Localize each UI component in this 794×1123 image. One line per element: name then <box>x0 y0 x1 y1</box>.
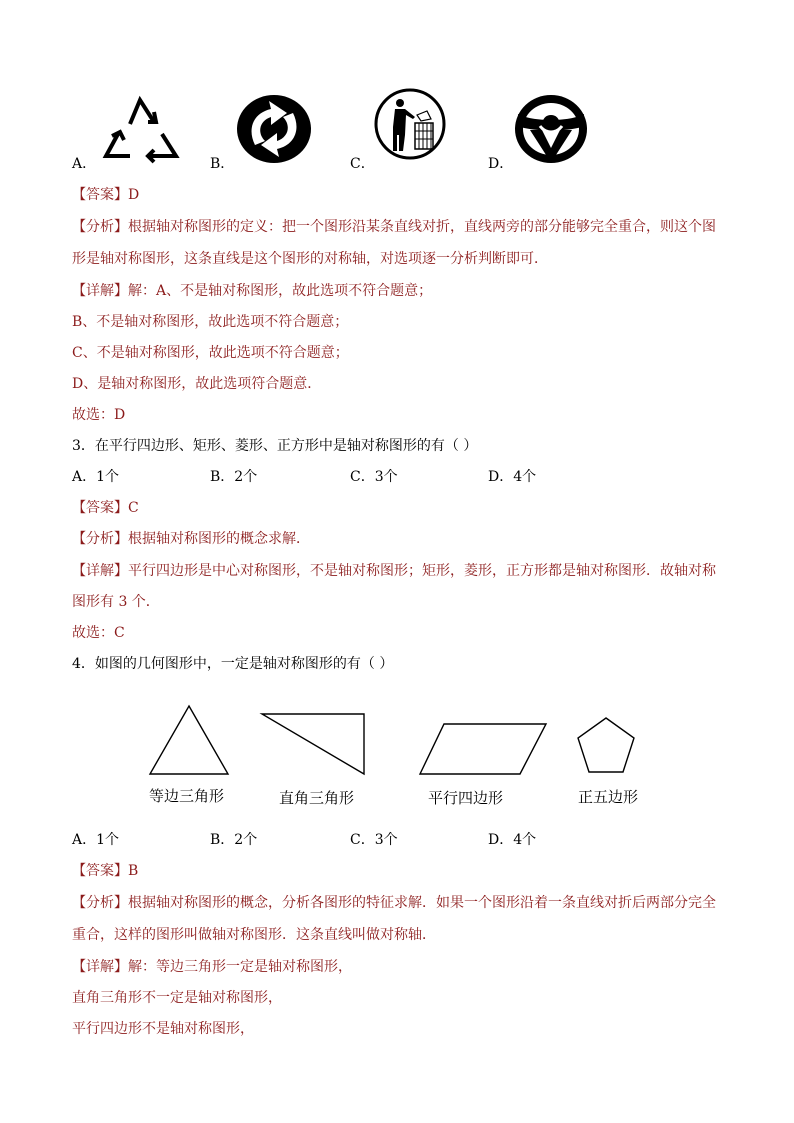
caption-parallelogram: 平行四边形 <box>428 789 504 807</box>
caption-right-triangle: 直角三角形 <box>279 789 355 807</box>
q3-stem: 3．在平行四边形、矩形、菱形、正方形中是轴对称图形的有（ ） <box>72 438 478 454</box>
answer-tag: 【答案】 <box>72 500 128 516</box>
caption-equilateral-triangle: 等边三角形 <box>149 787 225 805</box>
q4-answer <box>72 861 138 881</box>
green-dot-icon <box>235 93 313 165</box>
answer-tag: 【答案】 <box>72 863 128 879</box>
q2-detail-b: B、不是轴对称图形，故此选项不符合题意； <box>72 314 349 330</box>
q2-option-c: C． <box>350 156 375 172</box>
analysis-tag: 【分析】 <box>72 219 128 235</box>
q2-answer <box>72 185 139 205</box>
analysis-text: 根据轴对称图形的概念，分析各图形的特征求解．如果一个图形沿着一条直线对折后两部分完全 <box>128 895 716 911</box>
q2-option-d: D． <box>488 156 514 172</box>
q3-option-b: B．2个 <box>210 469 258 485</box>
q2-option-b: B． <box>210 156 235 172</box>
answer-tag: 【答案】 <box>72 187 128 203</box>
q2-analysis-cont: 形是轴对称图形，这条直线是这个图形的对称轴，对选项逐一分析判断即可． <box>72 251 548 267</box>
q2-analysis <box>72 217 716 237</box>
q4-detail-c: 平行四边形不是轴对称图形， <box>72 1021 254 1037</box>
regular-pentagon-figure <box>575 716 637 774</box>
caption-regular-pentagon: 正五边形 <box>578 788 639 806</box>
q2-detail-d: D、是轴对称图形，故此选项符合题意． <box>72 376 322 392</box>
right-triangle-figure <box>260 712 366 776</box>
answer-value: B <box>128 863 139 879</box>
tidy-man-icon <box>373 87 447 161</box>
equilateral-triangle-figure <box>148 704 230 776</box>
q3-detail-cont: 图形有 3 个． <box>72 594 160 610</box>
recycle-icon <box>100 92 182 164</box>
analysis-tag: 【分析】 <box>72 895 128 911</box>
detail-text: 解：A、不是轴对称图形，故此选项不符合题意； <box>128 283 433 299</box>
detail-text: 平行四边形是中心对称图形，不是轴对称图形；矩形，菱形，正方形都是轴对称图形．故轴对称 <box>128 563 716 579</box>
detail-tag: 【详解】 <box>72 563 128 579</box>
q4-option-b: B．2个 <box>210 832 258 848</box>
detail-text: 解：等边三角形一定是轴对称图形， <box>128 959 352 975</box>
q3-option-a: A．1个 <box>72 469 120 485</box>
q4-stem: 4．如图的几何图形中，一定是轴对称图形的有（ ） <box>72 656 394 672</box>
q4-detail <box>72 957 352 977</box>
q4-option-d: D．4个 <box>488 832 537 848</box>
q2-choose: 故选：D <box>72 407 126 423</box>
q4-analysis-cont: 重合，这样的图形叫做轴对称图形．这条直线叫做对称轴． <box>72 927 436 943</box>
v-emblem-icon <box>512 92 590 166</box>
q2-option-a: A． <box>72 156 97 172</box>
q4-analysis <box>72 893 716 913</box>
answer-value: C <box>128 500 139 516</box>
q4-option-c: C．3个 <box>350 832 398 848</box>
q4-option-a: A．1个 <box>72 832 120 848</box>
q2-detail-c: C、不是轴对称图形，故此选项不符合题意； <box>72 345 349 361</box>
detail-tag: 【详解】 <box>72 283 128 299</box>
q3-detail <box>72 561 716 581</box>
q3-choose: 故选：C <box>72 625 125 641</box>
q3-option-c: C．3个 <box>350 469 398 485</box>
q2-detail <box>72 281 432 301</box>
analysis-tag: 【分析】 <box>72 531 128 547</box>
analysis-text: 根据轴对称图形的概念求解． <box>128 531 310 547</box>
q4-detail-b: 直角三角形不一定是轴对称图形， <box>72 990 282 1006</box>
q3-answer <box>72 498 139 518</box>
parallelogram-figure <box>418 722 548 776</box>
answer-value: D <box>128 187 140 203</box>
q3-analysis <box>72 529 310 549</box>
q3-option-d: D．4个 <box>488 469 537 485</box>
detail-tag: 【详解】 <box>72 959 128 975</box>
analysis-text: 根据轴对称图形的定义：把一个图形沿某条直线对折，直线两旁的部分能够完全重合，则这个图 <box>128 219 716 235</box>
